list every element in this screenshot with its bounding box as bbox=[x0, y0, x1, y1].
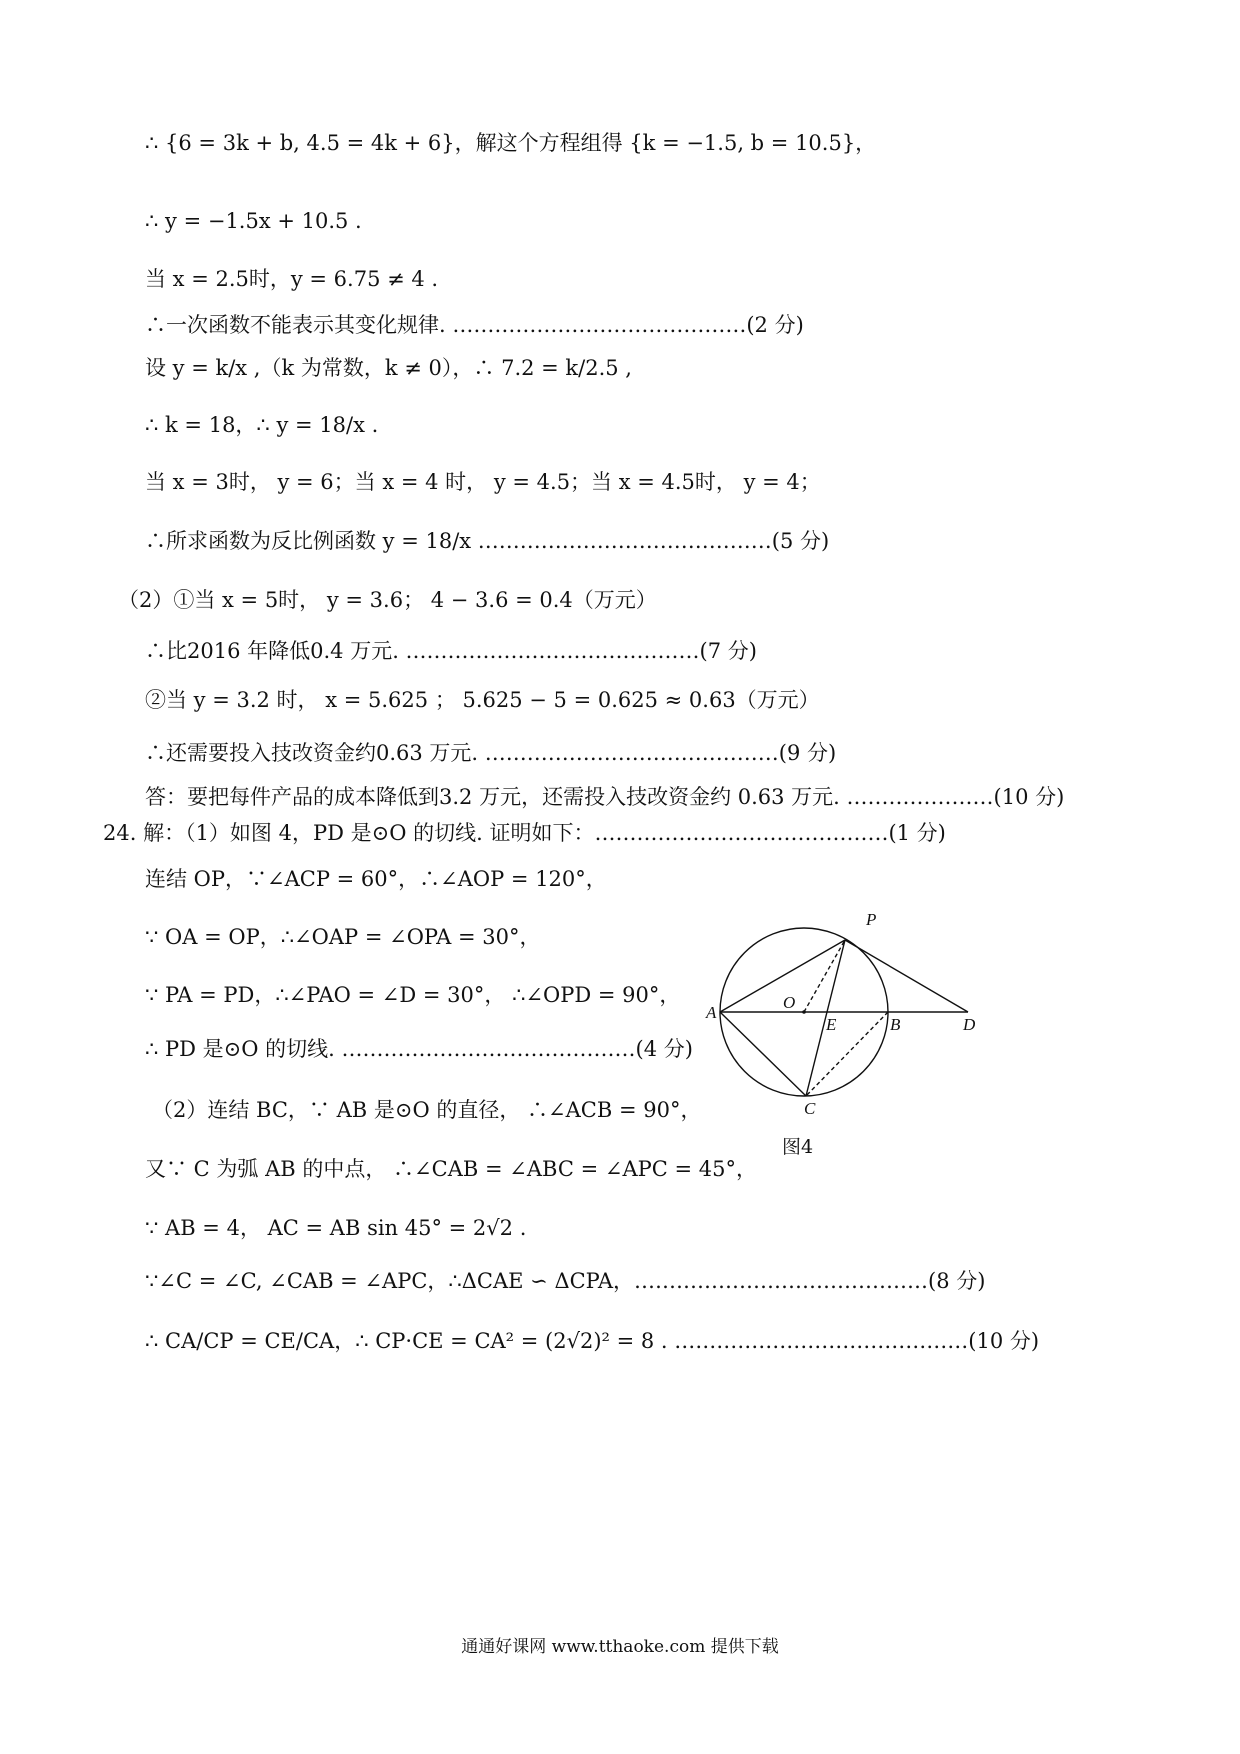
segment-op bbox=[804, 940, 845, 1012]
line-5: 设 y = k/x ,（k 为常数，k ≠ 0），∴ 7.2 = k/2.5 , bbox=[145, 356, 632, 380]
line-4: ∴一次函数不能表示其变化规律. ……………………………………(2 分) bbox=[145, 313, 804, 337]
line-19: （2）连结 BC，∵ AB 是⊙O 的直径， ∴∠ACB = 90°， bbox=[152, 1098, 702, 1122]
line-15: 连结 OP，∵∠ACP = 60°，∴∠AOP = 120°， bbox=[145, 867, 607, 891]
circle-o bbox=[720, 928, 888, 1096]
line-13: 答：要把每件产品的成本降低到3.2 万元，还需投入技改资金约 0.63 万元. …………………(10 分) bbox=[145, 785, 1065, 809]
line-8: ∴所求函数为反比例函数 y = 18/x ……………………………………(5 分) bbox=[145, 529, 830, 553]
line-22: ∵∠C = ∠C, ∠CAB = ∠APC，∴ΔCAE ∽ ΔCPA，……………………………………(8 分) bbox=[145, 1269, 986, 1293]
line-14: 24. 解：（1）如图 4，PD 是⊙O 的切线. 证明如下：……………………………………(1 分) bbox=[103, 821, 946, 845]
label-e: E bbox=[826, 1015, 837, 1034]
line-10: ∴比2016 年降低0.4 万元. ……………………………………(7 分) bbox=[145, 639, 757, 663]
figure-caption: 图4 bbox=[782, 1136, 814, 1158]
label-o: O bbox=[783, 993, 796, 1012]
line-11: ②当 y = 3.2 时， x = 5.625 ； 5.625 − 5 = 0.625 ≈ 0.63（万元） bbox=[145, 688, 820, 712]
line-20: 又∵ C 为弧 AB 的中点， ∴∠CAB = ∠ABC = ∠APC = 45°， bbox=[145, 1157, 757, 1181]
center-dot bbox=[802, 1010, 806, 1014]
line-12: ∴还需要投入技改资金约0.63 万元. ……………………………………(9 分) bbox=[145, 741, 837, 765]
label-b: B bbox=[890, 1015, 901, 1034]
page-footer: 通通好课网 www.tthaoke.com 提供下载 bbox=[461, 1637, 779, 1657]
line-16: ∵ OA = OP，∴∠OAP = ∠OPA = 30°， bbox=[145, 925, 541, 949]
line-21: ∵ AB = 4， AC = AB sin 45° = 2√2 . bbox=[145, 1216, 527, 1240]
line-18: ∴ PD 是⊙O 的切线. ……………………………………(4 分) bbox=[145, 1037, 693, 1061]
line-3: 当 x = 2.5时，y = 6.75 ≠ 4 . bbox=[145, 267, 439, 291]
line-17: ∵ PA = PD，∴∠PAO = ∠D = 30°， ∴∠OPD = 90°， bbox=[145, 983, 681, 1007]
label-c: C bbox=[804, 1099, 816, 1118]
label-d: D bbox=[963, 1015, 976, 1034]
segment-bc bbox=[806, 1012, 888, 1096]
line-7: 当 x = 3时， y = 6；当 x = 4 时， y = 4.5；当 x = 4.5时， y = 4； bbox=[145, 470, 821, 494]
line-9: （2）①当 x = 5时， y = 3.6； 4 − 3.6 = 0.4（万元） bbox=[118, 588, 657, 612]
segment-pd bbox=[845, 940, 968, 1012]
line-2: ∴ y = −1.5x + 10.5 . bbox=[145, 209, 362, 233]
line-23: ∴ CA/CP = CE/CA，∴ CP·CE = CA² = (2√2)² = 8 . ……………………………………(10 分) bbox=[145, 1329, 1040, 1353]
line-6: ∴ k = 18，∴ y = 18/x . bbox=[145, 413, 379, 437]
label-a: A bbox=[706, 1003, 717, 1022]
label-p: P bbox=[866, 910, 877, 929]
line-1: ∴ {6 = 3k + b, 4.5 = 4k + 6}，解这个方程组得 {k = −1.5, b = 10.5}， bbox=[145, 131, 877, 155]
segment-ac bbox=[720, 1012, 806, 1096]
